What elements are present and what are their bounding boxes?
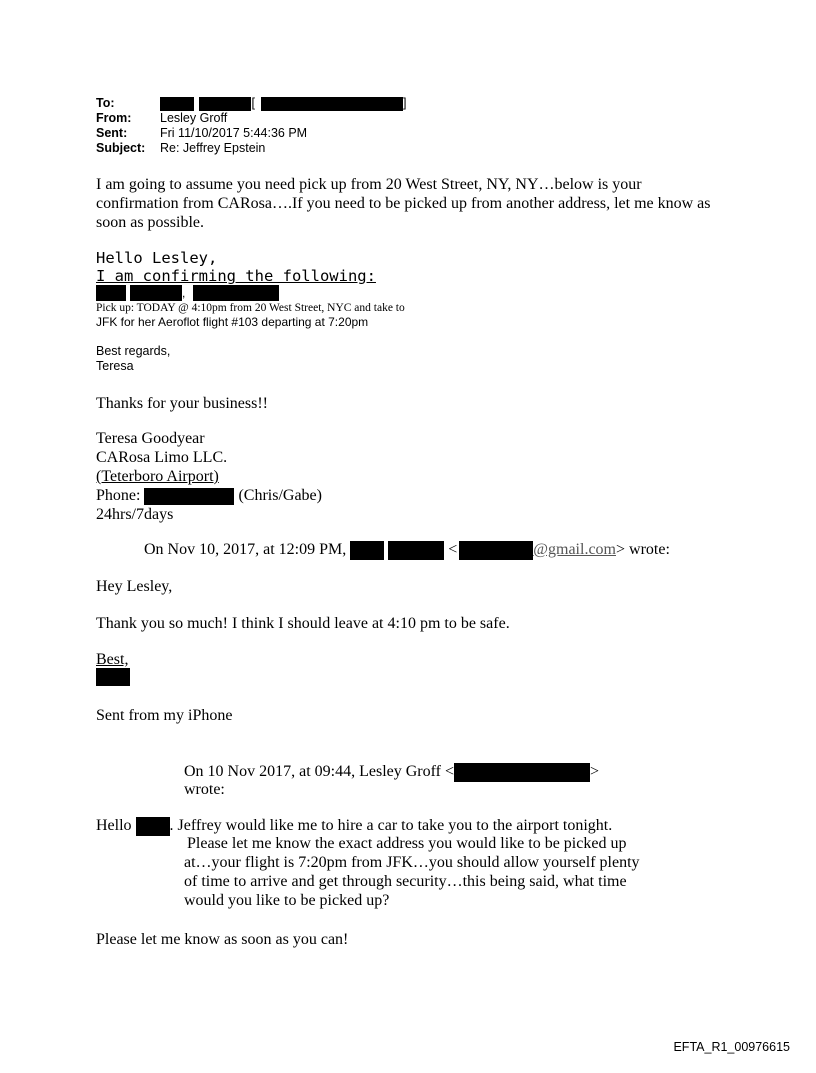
signature-block (96, 429, 322, 524)
reply2-body (184, 834, 640, 910)
reply1-attribution (144, 540, 670, 560)
attribution-prefix: On 10 Nov 2017, at 09:44, Lesley Groff < (184, 763, 455, 780)
email-link[interactable]: @gmail.com (533, 541, 616, 558)
redaction-box (136, 817, 170, 836)
confirmation-heading: I am confirming the following: (96, 267, 376, 285)
reply2-line: . Jeffrey would like me to hire a car to take you to the airport tonight. (169, 817, 613, 834)
signature-name: Teresa Goodyear (96, 430, 205, 447)
confirmation-regards: Best regards, (96, 344, 171, 358)
from-value: Lesley Groff (160, 111, 228, 125)
reply2-hello: Hello (96, 817, 132, 834)
reply2-attribution (184, 762, 599, 782)
redaction-box (96, 668, 130, 686)
redacted-passenger-name (96, 284, 279, 300)
thanks-line: Thanks for your business!! (96, 395, 268, 412)
redaction-box (454, 763, 590, 782)
document-id: EFTA_R1_00976615 (673, 1040, 790, 1054)
confirmation-name: Teresa (96, 359, 134, 373)
signature-phone (96, 486, 322, 505)
signature-company: CARosa Limo LLC. (96, 449, 228, 466)
reply2-first-line (96, 816, 612, 836)
redaction-box (144, 488, 234, 505)
intro-line: I am going to assume you need pick up from 20 West Street, NY, NY…below is your (96, 176, 642, 193)
redaction-box (193, 285, 279, 301)
phone-label: Phone: (96, 487, 141, 504)
reply1-closing: Best, (96, 651, 129, 668)
redaction-box (160, 97, 194, 111)
subject-value: Re: Jeffrey Epstein (160, 141, 266, 155)
reply1-sent-from: Sent from my iPhone (96, 707, 233, 724)
sent-label: Sent: (96, 126, 128, 140)
subject-label: Subject: (96, 141, 146, 155)
redaction-box (350, 541, 384, 560)
header-sent-row (96, 126, 406, 141)
signature-location: (Teterboro Airport) (96, 468, 219, 485)
confirmation-greeting: Hello Lesley, (96, 249, 218, 267)
redaction-box (199, 97, 251, 111)
header-subject-row (96, 141, 406, 156)
redaction-box (130, 285, 182, 301)
attribution-suffix: > wrote: (615, 541, 670, 558)
redaction-box (96, 285, 126, 301)
attribution-prefix: On Nov 10, 2017, at 12:09 PM, (144, 541, 347, 558)
reply2-line: would you like to be picked up? (184, 892, 390, 909)
reply2-line: of time to arrive and get through security…this being said, what time (184, 873, 627, 890)
reply1-body: Thank you so much! I think I should leave at 4:10 pm to be safe. (96, 615, 510, 632)
name-comma: , (182, 286, 186, 300)
to-bracket-close: ] (402, 96, 407, 110)
redaction-box (459, 541, 533, 560)
intro-line: soon as possible. (96, 214, 204, 231)
reply2-closing: Please let me know as soon as you can! (96, 931, 349, 948)
to-bracket-open: [ (251, 96, 255, 110)
intro-line: confirmation from CARosa….If you need to be picked up from another address, let me know as (96, 195, 711, 212)
header-from-row (96, 111, 406, 126)
header-to-row (96, 96, 406, 111)
from-label: From: (96, 111, 132, 125)
reply2-wrote: wrote: (184, 781, 225, 798)
pickup-line-1: Pick up: TODAY @ 4:10pm from 20 West Street, NYC and take to (96, 302, 405, 314)
redacted-sender-name (96, 668, 130, 686)
email-header (96, 96, 406, 156)
reply1-greeting: Hey Lesley, (96, 578, 173, 595)
reply2-line: at…your flight is 7:20pm from JFK…you should allow yourself plenty (184, 854, 640, 871)
to-label: To: (96, 96, 115, 110)
attribution-gt: > (590, 763, 600, 780)
signature-hours: 24hrs/7days (96, 506, 174, 523)
reply2-line: Please let me know the exact address you would like to be picked up (187, 835, 627, 852)
phone-suffix: (Chris/Gabe) (238, 487, 322, 504)
sent-value: Fri 11/10/2017 5:44:36 PM (160, 126, 308, 140)
intro-paragraph (96, 175, 746, 232)
redaction-box (261, 97, 403, 111)
redaction-box (388, 541, 444, 560)
attribution-lt: < (448, 541, 458, 558)
pickup-line-2: JFK for her Aeroflot flight #103 departing at 7:20pm (96, 315, 369, 329)
